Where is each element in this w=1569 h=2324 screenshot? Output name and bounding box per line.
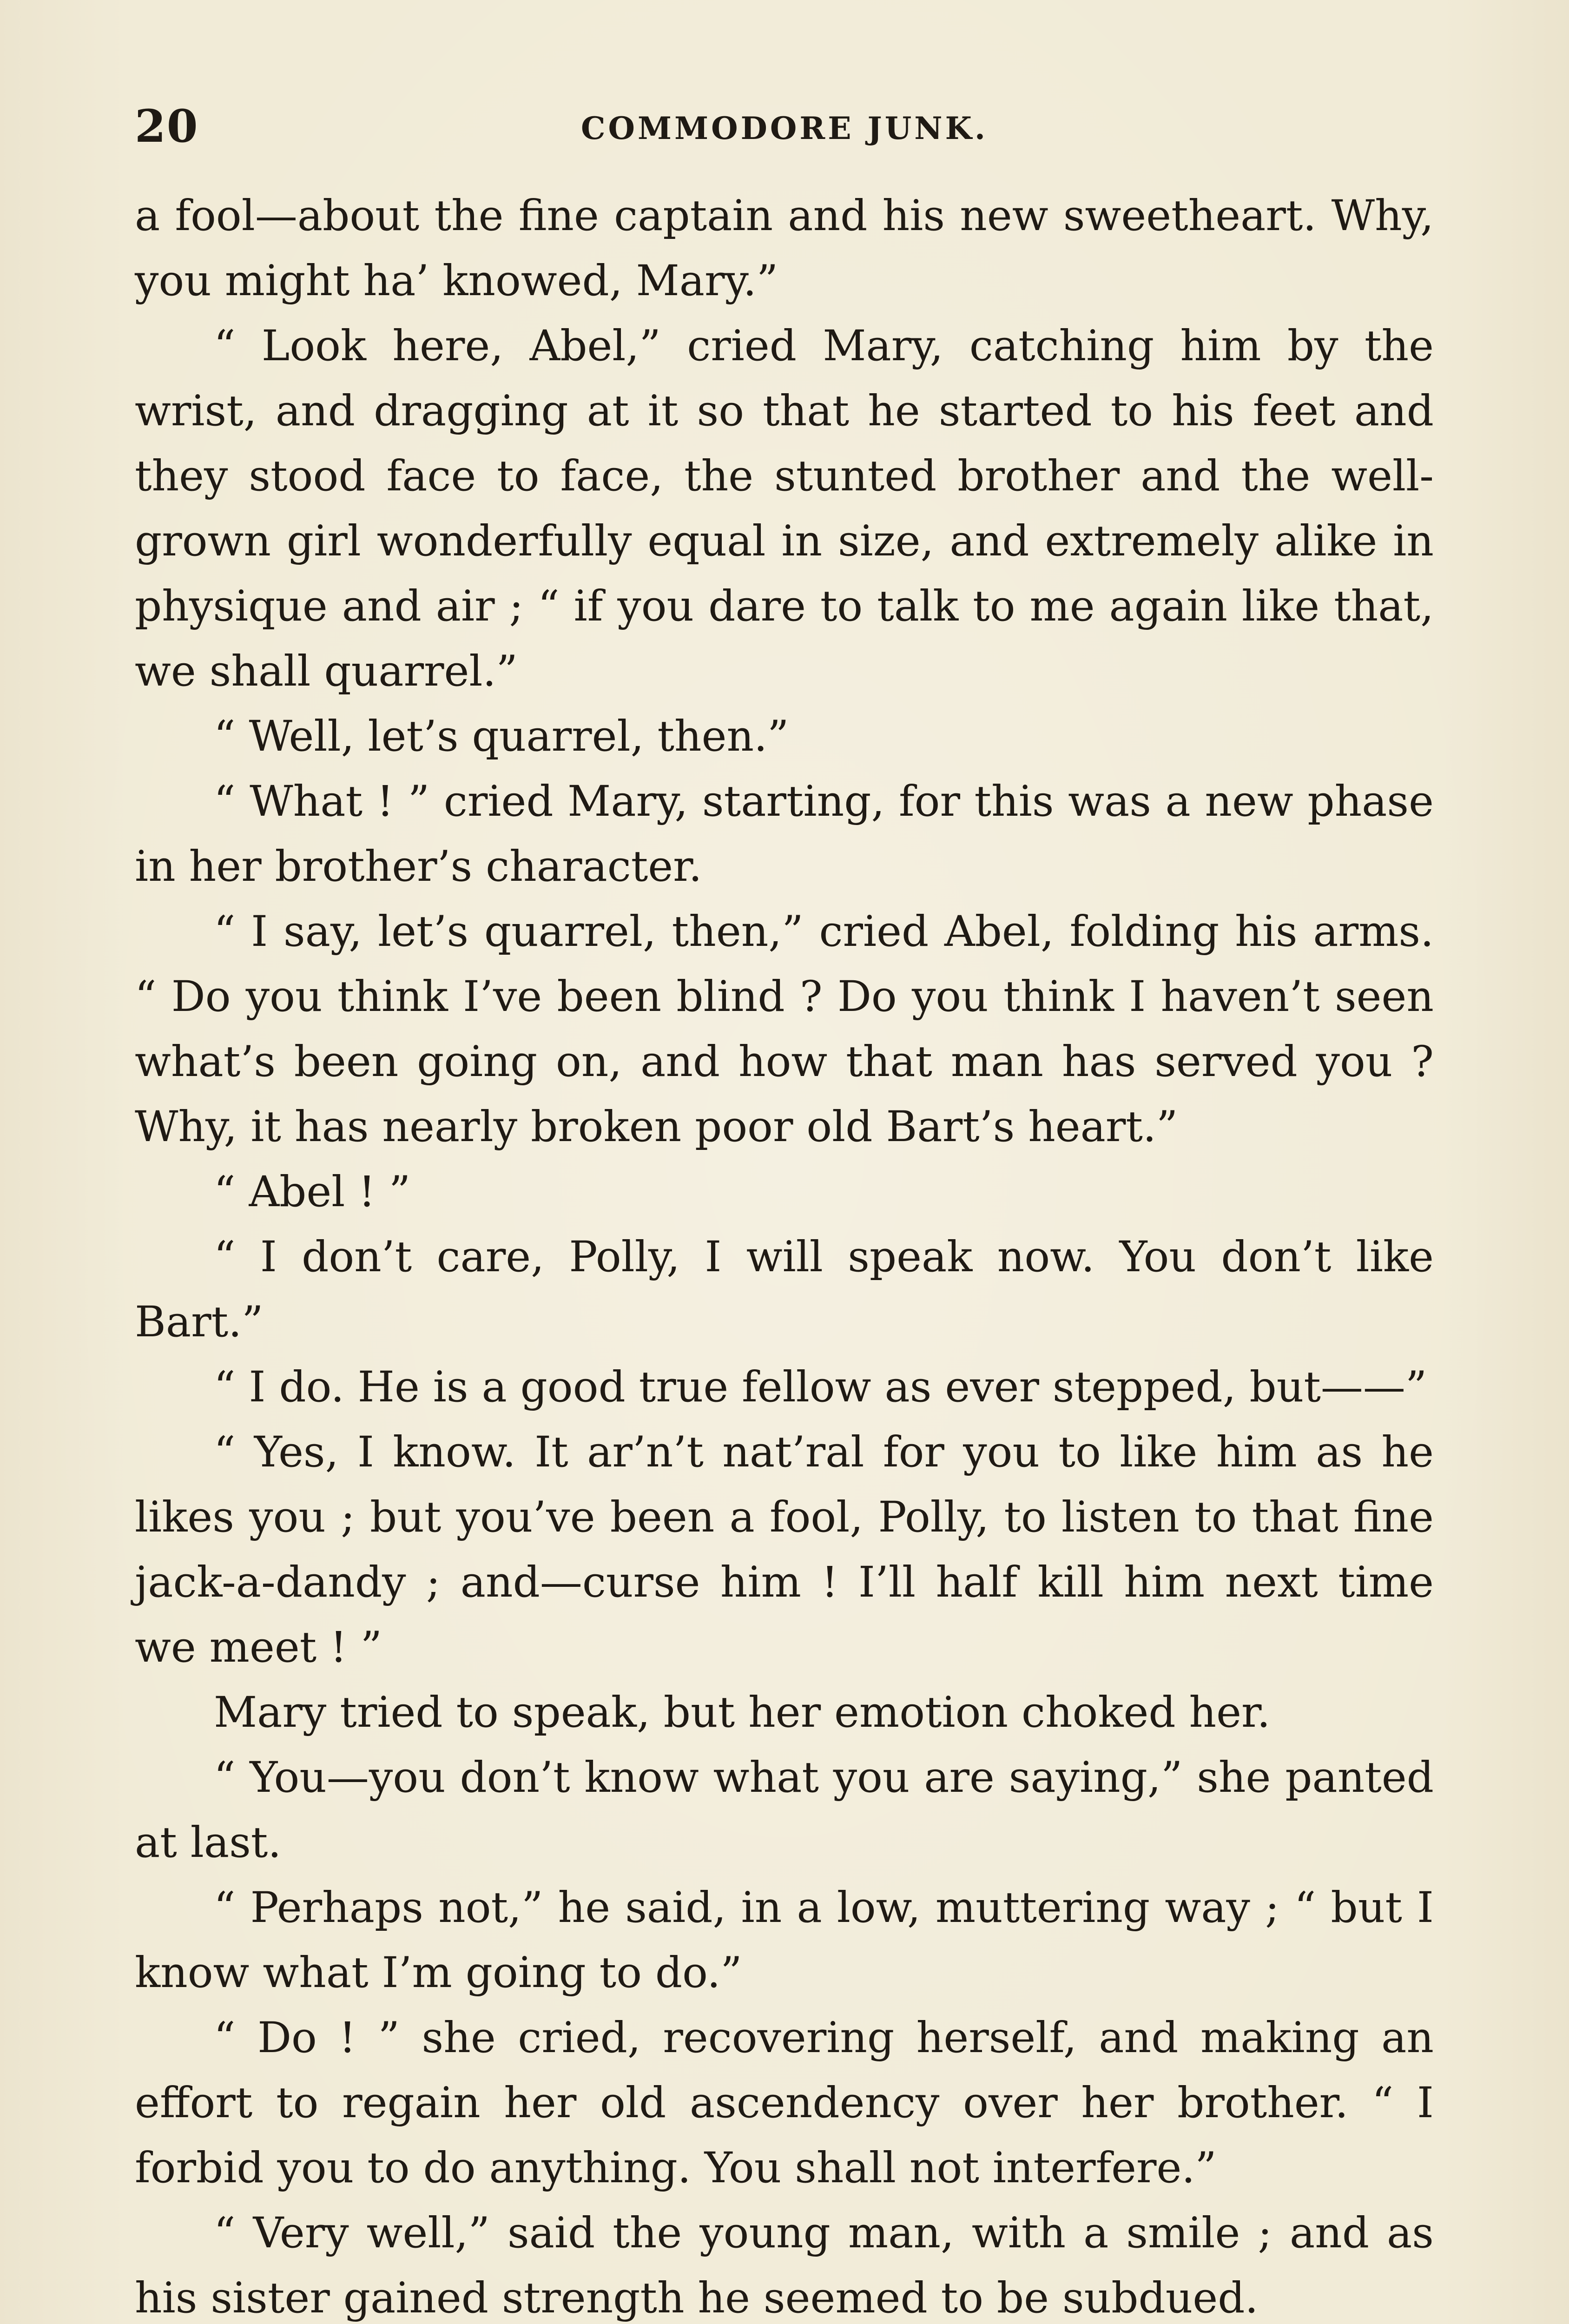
paragraph: Mary tried to speak, but her emotion choked her.	[214, 1688, 1271, 1737]
paragraph: “ Yes, I know. It ar’n’t nat’ral for you to like him as he likes you ; but you’ve been a fool, Polly, to listen to that fine jack-a-dandy ; and—curse him ! I’ll half kill him next time we meet ! ”	[135, 1428, 1434, 1672]
paragraph: “ Abel ! ”	[214, 1168, 411, 1216]
body-text	[135, 184, 1434, 2324]
running-title: COMMODORE JUNK.	[581, 110, 988, 146]
paragraph: “ I say, let’s quarrel, then,” cried Abel, folding his arms. “ Do you think I’ve been blind ? Do you think I haven’t seen what’s been going on, and how that man has served you ? Why, it has nearly broken poor old Bart’s heart.”	[135, 907, 1434, 1151]
paragraph: “ I don’t care, Polly, I will speak now. You don’t like Bart.”	[135, 1233, 1434, 1347]
page-number: 20	[135, 100, 199, 152]
paragraph: “ Well, let’s quarrel, then.”	[214, 712, 789, 761]
paragraph: “ You—you don’t know what you are saying,” she panted at last.	[135, 1753, 1434, 1867]
paragraph: “ Perhaps not,” he said, in a low, muttering way ; “ but I know what I’m going to do.”	[135, 1883, 1434, 1997]
paragraph: “ Do ! ” she cried, recovering herself, and making an effort to regain her old ascendency over her brother. “ I forbid you to do anything. You shall not interfere.”	[135, 2014, 1434, 2192]
paragraph-continuation: a fool—about the fine captain and his new sweetheart. Why, you might ha’ knowed, Mary.”	[135, 191, 1434, 305]
running-head	[135, 100, 1434, 165]
paragraph: “ I do. He is a good true fellow as ever stepped, but——”	[214, 1363, 1427, 1412]
paragraph: “ Very well,” said the young man, with a smile ; and as his sister gained strength he seemed to be subdued.	[135, 2209, 1434, 2323]
paragraph: “ Look here, Abel,” cried Mary, catching him by the wrist, and dragging at it so that he started to his feet and they stood face to face, the stunted brother and the well-grown girl wonderfully equal in size, and extremely alike in physique and air ; “ if you dare to talk to me again like that, we shall quarrel.”	[135, 322, 1434, 696]
paragraph: “ What ! ” cried Mary, starting, for this was a new phase in her brother’s character.	[135, 777, 1434, 891]
